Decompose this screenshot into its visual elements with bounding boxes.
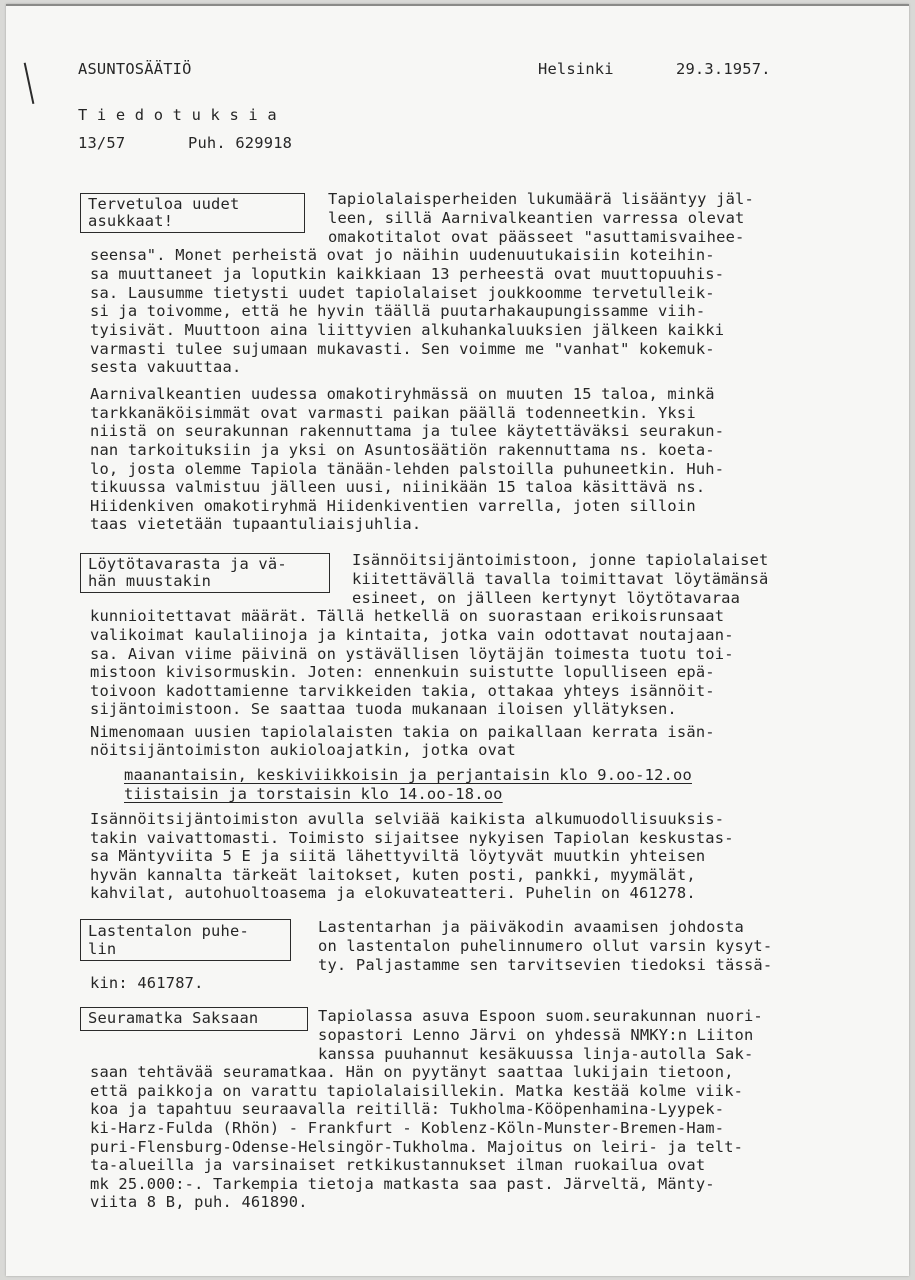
- section-heading-line: asukkaat!: [88, 212, 174, 230]
- paragraph-line: ta-alueilla ja varsinaiset retkikustannukset ilman ruokailua ovat: [90, 1156, 706, 1174]
- paragraph-line: tyisivät. Muuttoon aina liittyvien alkuhankaluuksien jälkeen kaikki: [90, 321, 725, 339]
- paragraph-line: Hiidenkiven omakotiryhmä Hiidenkiventien varrella, joten silloin: [90, 497, 696, 515]
- paragraph-line: viita 8 B, puh. 461890.: [90, 1193, 308, 1211]
- section-heading-line: lin: [88, 940, 117, 958]
- organization-name: ASUNTOSÄÄTIÖ: [78, 60, 192, 78]
- paragraph-line: sopastori Lenno Järvi on yhdessä NMKY:n Liiton: [318, 1026, 754, 1044]
- paragraph-line: mk 25.000:-. Tarkempia tietoja matkasta saa past. Järveltä, Mänty-: [90, 1175, 715, 1193]
- paragraph-line: että paikkoja on varattu tapiolalaisillekin. Matka kestää kolme viik-: [90, 1082, 744, 1100]
- paragraph-line: si ja toivomme, että he hyvin täällä puutarhakaupungissamme viih-: [90, 302, 706, 320]
- section-heading-box: [80, 193, 305, 233]
- paragraph-line: ki-Harz-Fulda (Rhön) - Frankfurt - Koblenz-Köln-Munster-Bremen-Ham-: [90, 1119, 725, 1137]
- city-name: Helsinki: [538, 60, 614, 78]
- paragraph-line: ty. Paljastamme sen tarvitsevien tiedoksi tässä-: [318, 956, 773, 974]
- paragraph-line: sa. Lausumme tietysti uudet tapiolalaiset joukkoomme tervetulleik-: [90, 284, 715, 302]
- issue-number: 13/57: [78, 134, 126, 152]
- office-hours-line: maanantaisin, keskiviikkoisin ja perjantaisin klo 9.oo-12.oo: [124, 766, 692, 784]
- paragraph-line: Lastentarhan ja päiväkodin avaamisen johdosta: [318, 918, 744, 936]
- paragraph-line: nan tarkoituksiin ja yksi on Asuntosäätiön rakennuttama ns. koeta-: [90, 441, 715, 459]
- paragraph-line: kanssa puuhannut kesäkuussa linja-autolla Sak-: [318, 1045, 754, 1063]
- paragraph-line: sesta vakuuttaa.: [90, 358, 242, 376]
- paragraph-line: kunnioitettavat määrät. Tällä hetkellä on suorastaan erikoisrunsaat: [90, 607, 725, 625]
- section-heading-line: Löytötavarasta ja vä-: [88, 555, 287, 573]
- paragraph-line: puri-Flensburg-Odense-Helsingör-Tukholma. Majoitus on leiri- ja telt-: [90, 1138, 744, 1156]
- paragraph-line: sa muuttaneet ja loputkin kaikkiaan 13 perheestä ovat muuttopuuhis-: [90, 265, 725, 283]
- paragraph-line: taas vietetään tupaantuliaisjuhlia.: [90, 515, 422, 533]
- paragraph-line: seensa". Monet perheistä ovat jo näihin uudenuutukaisiin koteihin-: [90, 246, 715, 264]
- section-heading-box: [80, 919, 291, 961]
- document-title: T i e d o t u k s i a: [78, 106, 277, 124]
- paragraph-line: koa ja tapahtuu seuraavalla reitillä: Tukholma-Kööpenhamina-Lyypek-: [90, 1100, 725, 1118]
- section-heading-box: [80, 553, 330, 593]
- paragraph-line: kin: 461787.: [90, 974, 204, 992]
- section-heading-line: hän muustakin: [88, 572, 212, 590]
- paragraph-line: saan tehtävää seuramatkaa. Hän on pyytänyt saattaa lukijain tietoon,: [90, 1063, 734, 1081]
- document-date: 29.3.1957.: [676, 60, 771, 78]
- paragraph-line: Isännöitsijäntoimiston avulla selviää kaikista alkumuodollisuuksis-: [90, 810, 725, 828]
- paragraph-line: Nimenomaan uusien tapiolalaisten takia on paikallaan kerrata isän-: [90, 723, 715, 741]
- paragraph-line: Tapiolassa asuva Espoon suom.seurakunnan nuori-: [318, 1007, 763, 1025]
- paragraph-line: varmasti tulee sujumaan mukavasti. Sen voimme me "vanhat" kokemuk-: [90, 340, 715, 358]
- paragraph-line: sa. Aivan viime päivinä on ystävällisen löytäjän toimesta tuotu toi-: [90, 645, 734, 663]
- paragraph-line: toivoon kadottamienne tarvikkeiden takia, ottakaa yhteys isännöit-: [90, 682, 715, 700]
- paragraph-line: nöitsijäntoimiston aukioloajatkin, jotka ovat: [90, 741, 516, 759]
- paragraph-line: Aarnivalkeantien uudessa omakotiryhmässä on muuten 15 taloa, minkä: [90, 385, 715, 403]
- paragraph-line: valikoimat kaulaliinoja ja kintaita, jotka vain odottavat noutajaan-: [90, 626, 734, 644]
- page-top-edge: [6, 4, 909, 6]
- paragraph-line: Isännöitsijäntoimistoon, jonne tapiolalaiset: [352, 551, 769, 569]
- paragraph-line: sa Mäntyviita 5 E ja siitä lähettyviltä löytyvät muutkin yhteisen: [90, 847, 706, 865]
- paragraph-line: Tapiolalaisperheiden lukumäärä lisääntyy jäl-: [328, 190, 754, 208]
- paragraph-line: on lastentalon puhelinnumero ollut varsin kysyt-: [318, 937, 773, 955]
- paragraph-line: niistä on seurakunnan rakennuttama ja tulee käytettäväksi seurakun-: [90, 422, 725, 440]
- section-heading-line: Seuramatka Saksaan: [88, 1009, 259, 1027]
- paragraph-line: takin vaivattomasti. Toimisto sijaitsee nykyisen Tapiolan keskustas-: [90, 829, 734, 847]
- paragraph-line: tikuussa valmistuu jälleen uusi, niinikään 15 taloa käsittävä ns.: [90, 478, 706, 496]
- paragraph-line: kahvilat, autohuoltoasema ja elokuvateatteri. Puhelin on 461278.: [90, 884, 696, 902]
- paragraph-line: esineet, on jälleen kertynyt löytötavaraa: [352, 589, 741, 607]
- paragraph-line: mistoon kivisormuskin. Joten: ennenkuin suistutte lopulliseen epä-: [90, 663, 715, 681]
- section-heading-line: Lastentalon puhe-: [88, 922, 249, 940]
- section-heading-box: [80, 1007, 308, 1031]
- section-heading-line: Tervetuloa uudet: [88, 195, 240, 213]
- paragraph-line: sijäntoimistoon. Se saattaa tuoda mukanaan iloisen yllätyksen.: [90, 700, 677, 718]
- paragraph-line: lo, josta olemme Tapiola tänään-lehden palstoilla puhuneetkin. Huh-: [90, 460, 725, 478]
- paragraph-line: tarkkanäköisimmät ovat varmasti paikan päällä todenneetkin. Yksi: [90, 404, 696, 422]
- office-hours-line: tiistaisin ja torstaisin klo 14.oo-18.oo: [124, 785, 503, 803]
- paragraph-line: omakotitalot ovat päässeet "asuttamisvaihee-: [328, 228, 745, 246]
- paragraph-line: hyvän kannalta tärkeät laitokset, kuten posti, pankki, myymälät,: [90, 866, 696, 884]
- paragraph-line: kiitettävällä tavalla toimittavat löytämänsä: [352, 570, 769, 588]
- paragraph-line: leen, sillä Aarnivalkeantien varressa olevat: [328, 209, 745, 227]
- phone-number: Puh. 629918: [188, 134, 293, 152]
